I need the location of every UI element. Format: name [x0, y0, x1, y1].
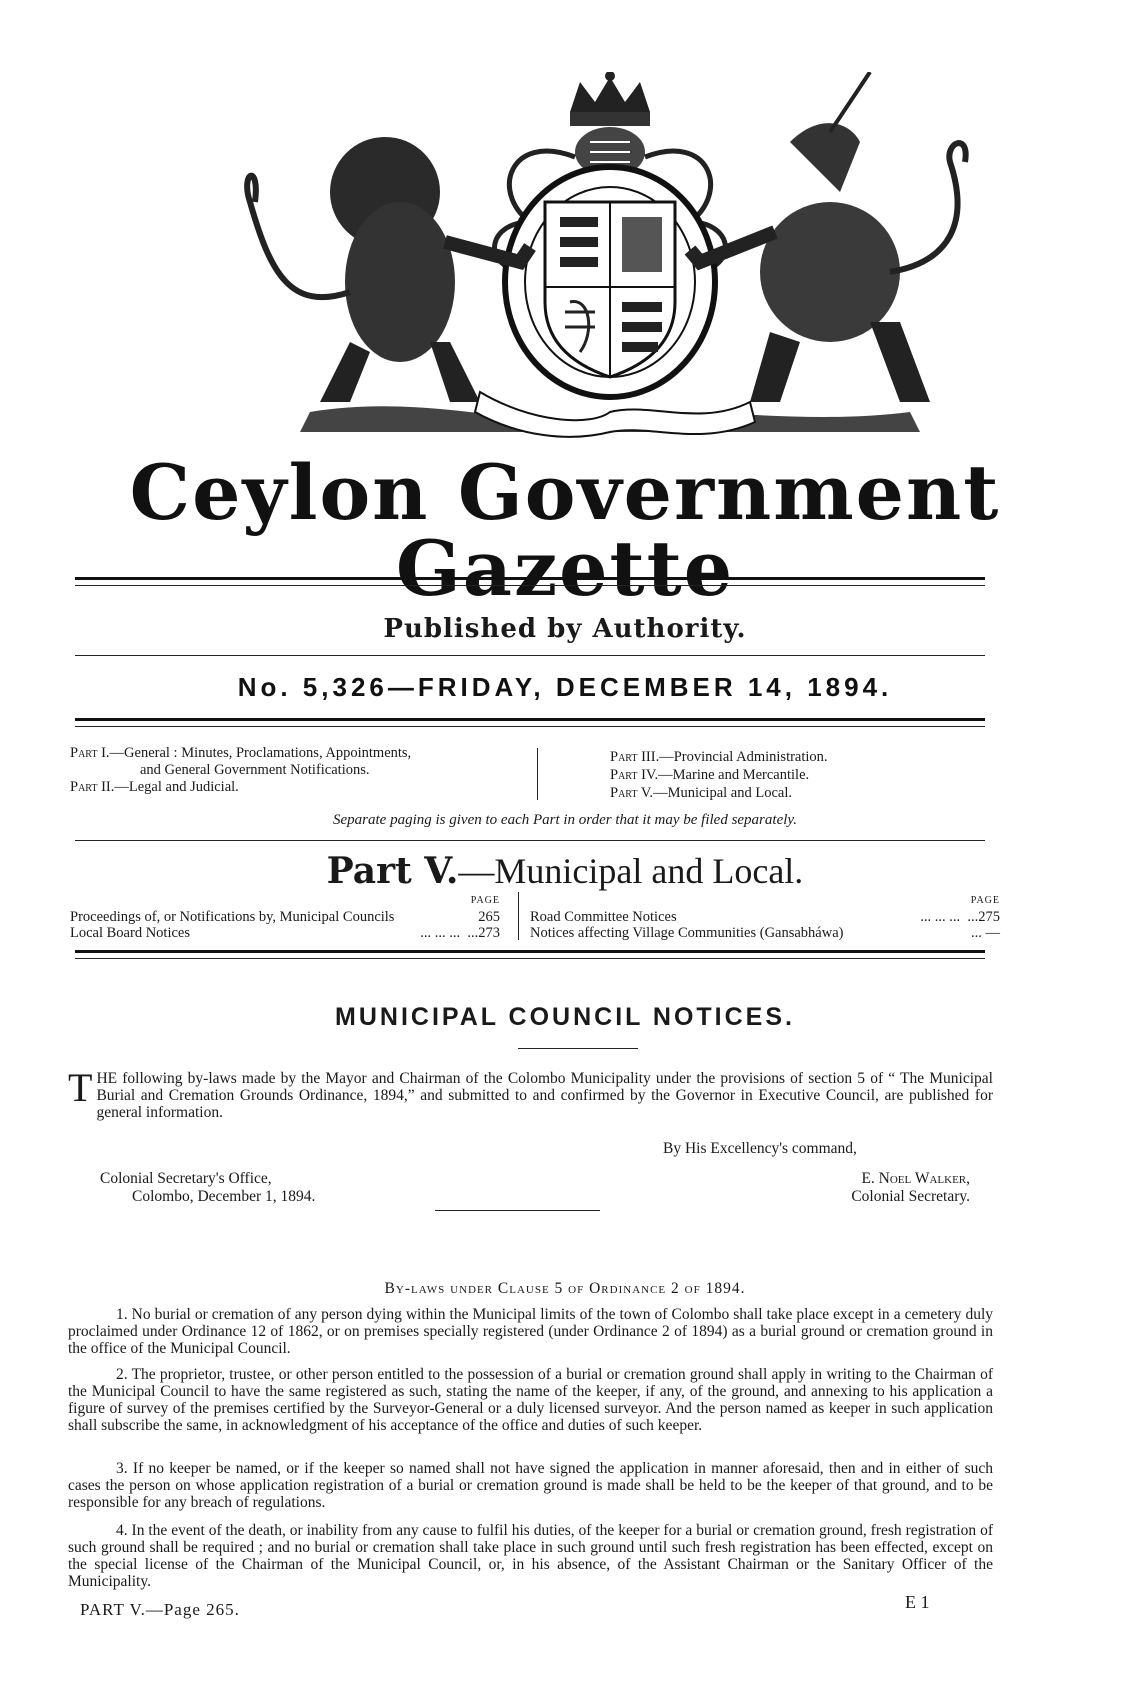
parts-index-item: Part IV.—Marine and Mercantile.: [610, 767, 810, 783]
parts-index-item: Part V.—Municipal and Local.: [610, 785, 792, 801]
contents-row: Local Board Notices ... ... ... ...273: [70, 925, 500, 941]
unicorn-supporter: [690, 72, 966, 402]
part-title: Part V.—Municipal and Local.: [326, 850, 804, 892]
page-footer: PART V.—Page 265.: [80, 1600, 240, 1619]
parts-index-item: Part III.—Provincial Administration.: [610, 749, 828, 765]
issue-rule-top: [75, 718, 985, 721]
issue-number-date: No. 5,326—FRIDAY, DECEMBER 14, 1894.: [237, 672, 893, 702]
bylaw-paragraph: 4. In the event of the death, or inability from any cause to fulfil his duties, of the keeper for a burial or cremation ground, fresh registration of such ground shall be required ; and no burial or cremation shall take place in such ground until such fresh registration has been effected, except on the special license of the Chairman of the Municipal Council, or, in his absence, of the Assistant Chairman or the Sanitary Officer of the Municipality.: [68, 1522, 994, 1590]
contents-rule-bottom: [75, 958, 985, 959]
parts-index-divider: [537, 748, 538, 800]
parts-index-item: Part II.—Legal and Judicial.: [70, 779, 239, 795]
command-line: By His Excellency's command,: [663, 1140, 857, 1157]
paging-note: Separate paging is given to each Part in order that it may be filed separately.: [333, 812, 797, 828]
page-column-label: PAGE: [970, 895, 1000, 906]
parts-index-item: Part I.—General : Minutes, Proclamations, Appointments,: [70, 745, 412, 761]
contents-left: [70, 893, 500, 941]
contents-row: Notices affecting Village Communities (Gansabháwa) ... —: [530, 925, 1000, 941]
parts-rule: [75, 840, 985, 841]
issue-rule-bottom: [75, 726, 985, 727]
subtitle-rule: [75, 655, 985, 656]
contents-rule-top: [75, 950, 985, 953]
royal-coat-of-arms: [230, 72, 990, 452]
contents-row: Proceedings of, or Notifications by, Municipal Councils 265: [70, 909, 500, 925]
bylaw-paragraph: 2. The proprietor, trustee, or other person entitled to the possession of a burial or cremation ground shall apply in writing to the Chairman of the Municipal Council to have the same registered as such, stating the name of the keeper, if any, of the ground, and annexing to his application a figure of survey of the premises certified by the Surveyor-General or a duly licensed surveyor. And the person named as keeper in such application shall subscribe the same, in acknowledgment of his acceptance of the office and duties of such keeper.: [68, 1366, 993, 1434]
contents-row: Road Committee Notices ... ... ... ...275: [530, 909, 1000, 925]
drop-cap: T: [68, 1065, 93, 1110]
office-address: Colonial Secretary's Office, Colombo, December 1, 1894.: [100, 1170, 316, 1205]
bylaws-heading: By-laws under Clause 5 of Ordinance 2 of 1894.: [384, 1280, 746, 1297]
contents-right: [530, 893, 1000, 941]
sheet-signature: E 1: [905, 1592, 930, 1612]
parts-index-left: [70, 745, 540, 796]
signer-block: E. Noel Walker, Colonial Secretary.: [851, 1170, 970, 1205]
bylaw-paragraph: 1. No burial or cremation of any person dying within the Municipal limits of the town of Colombo shall take place except in a cemetery duly proclaimed under Ordinance 12 of 1862, or on premises specially registered (under Ordinance 2 of 1894) as a burial ground or cremation ground in the office of the Municipal Council.: [68, 1306, 994, 1357]
gazette-subtitle: Published by Authority.: [383, 614, 747, 644]
parts-index-right: [610, 748, 1010, 802]
crown-icon: [570, 72, 650, 126]
contents-divider: [518, 892, 519, 940]
lion-supporter: [247, 137, 530, 402]
masthead-rule-top: [75, 577, 985, 580]
page-column-label: PAGE: [470, 895, 500, 906]
bylaw-paragraph: 3. If no keeper be named, or if the keeper so named shall not have signed the application in manner aforesaid, then and in either of such cases the person on whose application registration of a burial or cremation ground is made shall be held to be the keeper of that ground, and to be responsible for any breach of regulations.: [68, 1460, 993, 1511]
section-heading: MUNICIPAL COUNCIL NOTICES.: [335, 1003, 795, 1031]
masthead-rule-bottom: [75, 585, 985, 586]
section-heading-rule: [518, 1048, 638, 1049]
signature-rule: [435, 1210, 600, 1211]
intro-paragraph: THE following by-laws made by the Mayor and Chairman of the Colombo Municipality under the provisions of section 5 of “ The Municipal Burial and Cremation Grounds Ordinance, 1894,” and submitted to and confirmed by the Governor in Executive Council, are published for general information.: [68, 1065, 993, 1121]
parts-index-item: and General Government Notifications.: [140, 762, 370, 778]
gazette-masthead: Ceylon Government Gazette: [129, 448, 1001, 613]
